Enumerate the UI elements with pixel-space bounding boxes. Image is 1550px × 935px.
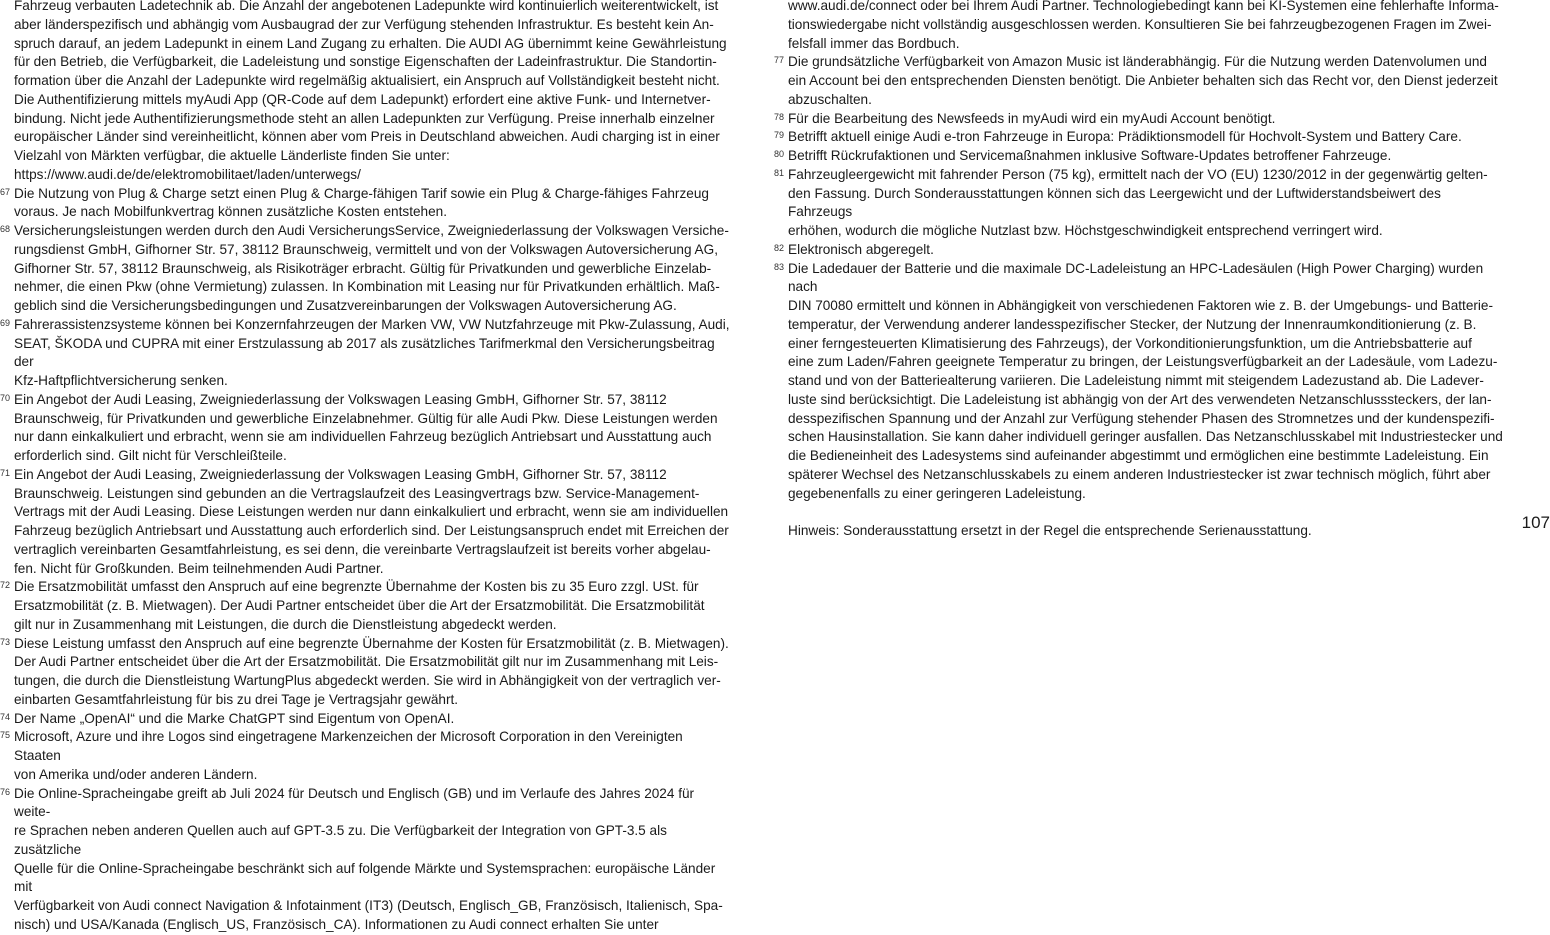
text-line: ein Account bei den entsprechenden Diensten benötigt. Die Anbieter behalten sich das Recht vor, den Dienst jederzeit [788, 73, 1498, 88]
footnote-text [788, 53, 1504, 109]
text-line: Fahrerassistenzsysteme können bei Konzernfahrzeugen der Marken VW, VW Nutzfahrzeuge mit Pkw-Zulassung, Audi, [14, 316, 730, 332]
text-line: eine zum Laden/Fahren geeignete Temperatur zu bringen, der Leistungsverfügbarkeit an der Ladesäule, vom Ladezu- [788, 354, 1498, 370]
footnote [774, 166, 1504, 241]
footnote [774, 147, 1504, 166]
footnote-text [788, 147, 1504, 166]
left-column [0, 0, 732, 935]
footnote-number: 83 [774, 261, 785, 272]
text-line: Die grundsätzliche Verfügbarkeit von Amazon Music ist länderabhängig. Für die Nutzung werden Datenvolumen und [788, 54, 1487, 70]
text-line: DIN 70080 ermittelt und können in Abhängigkeit von verschiedenen Faktoren wie z. B. der Umgebungs- und Batterie- [788, 298, 1494, 313]
footnote-text [14, 785, 732, 935]
footnote [0, 710, 732, 729]
text-line: die Bedieneinheit des Ladesystems sind aufeinander abgestimmt und ermöglichen eine bestimmte Ladeleistung. Ein [788, 448, 1489, 463]
text-line: Die Ladedauer der Batterie und die maximale DC-Ladeleistung an HPC-Ladesäulen (High Power Charging) wurden nach [788, 260, 1484, 295]
text-line: den Fassung. Durch Sonderausstattungen können sich das Leergewicht und der Luftwiderstandsbeiwert des Fahrzeugs [788, 185, 1441, 220]
footnote-list [0, 185, 732, 935]
text-line: stand und von der Batteriealterung variieren. Die Ladeleistung nimmt mit steigendem Ladezustand ab. Die Ladever- [788, 373, 1484, 388]
footnote-text [14, 222, 732, 316]
text-line: www.audi.de/connect oder bei Ihrem Audi Partner. Technologiebedingt kann bei KI-Systemen eine fehlerhafte Informa- [788, 0, 1499, 13]
footnote-text [14, 635, 732, 710]
footnote-text [788, 110, 1504, 129]
footnote [0, 635, 732, 710]
footnote-text [14, 578, 732, 634]
footnote-number: 74 [0, 711, 11, 722]
text-line: felsfall immer das Bordbuch. [788, 35, 960, 51]
footnote [774, 241, 1504, 260]
footnote [0, 785, 732, 935]
text-line: von Amerika und/oder anderen Ländern. [14, 766, 258, 782]
text-line: Braunschweig. Leistungen sind gebunden an die Vertragslaufzeit des Leasingvertrags bzw. Service-Management- [14, 485, 700, 501]
text-line: rungsdienst GmbH, Gifhorner Str. 57, 38112 Braunschweig, vermittelt und von der Volkswagen Autoversicherung AG, [14, 241, 718, 257]
text-line: Kfz-Haftpflichtversicherung senken. [14, 373, 228, 388]
text-line: gegebenenfalls zu einer geringeren Ladeleistung. [788, 485, 1086, 501]
text-line: Die Online-Spracheingabe greift ab Juli 2024 für Deutsch und Englisch (GB) und im Verlaufe des Jahres 2024 für weite- [14, 785, 695, 820]
text-line: späterer Wechsel des Netzanschlusskabels zu einem anderen Industriestecker ist zwar technisch möglich, führt aber [788, 466, 1491, 482]
footnote-number: 73 [0, 636, 11, 647]
footnote-text [788, 241, 1504, 260]
footnote-text [788, 128, 1504, 147]
text-line: europäischer Länder sind vereinheitlicht, können aber vom Preis in Deutschland abweichen. Audi charging ist in einer [14, 129, 720, 145]
text-line: spruch darauf, an jedem Ladepunkt in einem Land Zugang zu erhalten. Die AUDI AG übernimmt keine Gewährleistung [14, 35, 727, 51]
continuation-paragraph [788, 0, 1504, 53]
footnote-number: 79 [774, 130, 785, 141]
text-line: nur dann einkalkuliert und erbracht, wenn sie am individuellen Fahrzeug bezüglich Antriebsart und Ausstattung auch [14, 429, 712, 445]
text-line: desspezifischen Spannung und der Anzahl zur Verfügung stehender Phasen des Stromnetzes und der kundenspezifi- [788, 410, 1495, 426]
footnote-text [788, 166, 1504, 241]
text-line: Die Nutzung von Plug & Charge setzt einen Plug & Charge-fähigen Tarif sowie ein Plug & Charge-fähiges Fahrzeug [14, 185, 709, 201]
text-line: gilt nur in Zusammenhang mit Leistungen, die durch die Dienstleistung abgedeckt werden. [14, 616, 557, 632]
text-line: fen. Nicht für Großkunden. Beim teilnehmenden Audi Partner. [14, 560, 384, 576]
footnote [0, 578, 732, 634]
text-line: einbarten Gesamtfahrleistung für bis zu drei Tage je Vertragsjahr gewährt. [14, 691, 459, 707]
text-line: bindung. Nicht jede Authentifizierungsmethode steht an allen Ladepunkten zur Verfügung. Preise innerhalb einzelner [14, 110, 715, 126]
text-line: Der Audi Partner entscheidet über die Art der Ersatzmobilität. Die Ersatzmobilität gilt nur im Zusammenhang mit Leis- [14, 654, 719, 670]
text-line: für den Betrieb, die Verfügbarkeit, die Ladeleistung und sonstige Eigenschaften der Ladeinfrastruktur. Die Standortin- [14, 54, 717, 70]
footnote-number: 82 [774, 242, 785, 253]
text-line: Quelle für die Online-Spracheingabe beschränkt sich auf folgende Märkte und Systemsprachen: europäische Länder mit [14, 860, 716, 895]
footnote [0, 316, 732, 391]
footnote-text [14, 466, 732, 579]
footnote [0, 185, 732, 223]
text-line: Microsoft, Azure und ihre Logos sind eingetragene Markenzeichen der Microsoft Corporation in den Vereinigten Staaten [14, 729, 683, 763]
text-line: formation über die Anzahl der Ladepunkte wird regelmäßig aktualisiert, ein Anspruch auf Vollständigkeit besteht nicht. [14, 73, 720, 88]
footnote [774, 110, 1504, 129]
text-line: nisch) und USA/Kanada (Englisch_US, Französisch_CA). Informationen zu Audi connect erhalten Sie unter [14, 916, 659, 932]
text-line: Ein Angebot der Audi Leasing, Zweigniederlassung der Volkswagen Leasing GmbH, Gifhorner Str. 57, 38112 [14, 391, 667, 407]
footnote-number: 75 [0, 730, 11, 741]
footnote-number: 78 [774, 111, 785, 122]
text-line: Vertrags mit der Audi Leasing. Diese Leistungen werden nur dann einkalkuliert und erbracht, wenn sie am individuellen [14, 504, 729, 520]
text-line: Vielzahl von Märkten verfügbar, die aktuelle Länderliste finden Sie unter: [14, 148, 450, 163]
footnote-number: 68 [0, 224, 11, 234]
text-line: erhöhen, wodurch die mögliche Nutzlast bzw. Höchstgeschwindigkeit entsprechend verringert wird. [788, 223, 1383, 238]
text-line: abzuschalten. [788, 91, 872, 107]
text-line: Fahrzeug bezüglich Antriebsart und Ausstattung auch erforderlich sind. Der Leistungsanspruch endet mit Erreichen der [14, 523, 729, 538]
text-line: aber länderspezifisch und abhängig vom Ausbaugrad der zur Verfügung stehenden Infrastruktur. Es besteht kein An- [14, 16, 714, 32]
text-line: Elektronisch abgeregelt. [788, 241, 934, 257]
footnote-number: 69 [0, 317, 11, 328]
right-column [774, 0, 1504, 541]
text-line: Versicherungsleistungen werden durch den Audi VersicherungsService, Zweigniederlassung der Volkswagen Versiche- [14, 223, 729, 238]
footnote-number: 81 [774, 167, 785, 178]
footnote [774, 128, 1504, 147]
text-line: Die Authentifizierung mittels myAudi App (QR-Code auf dem Ladepunkt) erfordert eine aktive Funk- und Internetver- [14, 91, 711, 107]
text-line: schen Hausinstallation. Sie kann daher individuell geringer ausfallen. Das Netzanschlusskabel mit Industriestecker und [788, 429, 1503, 445]
footnote-number: 70 [0, 392, 11, 403]
text-line: Ersatzmobilität (z. B. Mietwagen). Der Audi Partner entscheidet über die Art der Ersatzmobilität. Die Ersatzmobilität [14, 598, 705, 613]
text-line: Fahrzeugleergewicht mit fahrender Person (75 kg), ermittelt nach der VO (EU) 1230/2012 in der gegenwärtig gelten- [788, 166, 1488, 182]
text-line: Fahrzeug verbauten Ladetechnik ab. Die Anzahl der angebotenen Ladepunkte wird kontinuierlich weiterentwickelt, ist [14, 0, 719, 13]
footnote-text [14, 185, 732, 223]
footnote [0, 728, 732, 784]
text-line: Für die Bearbeitung des Newsfeeds in myAudi wird ein myAudi Account benötigt. [788, 110, 1276, 126]
footnote-number: 76 [0, 786, 11, 797]
footnote-text [14, 316, 732, 391]
text-line: https://www.audi.de/de/elektromobilitaet/laden/unterwegs/ [14, 166, 361, 182]
text-line: tungen, die durch die Dienstleistung WartungPlus abgedeckt werden. Sie wird in Abhängigkeit von der vertraglich ver- [14, 673, 721, 688]
footnote-text [14, 710, 732, 729]
text-line: Ein Angebot der Audi Leasing, Zweigniederlassung der Volkswagen Leasing GmbH, Gifhorner Str. 57, 38112 [14, 466, 667, 482]
text-line: Betrifft aktuell einige Audi e-tron Fahrzeuge in Europa: Prädiktionsmodell für Hochvolt-System und Battery Care. [788, 129, 1462, 145]
footnote-list [774, 53, 1504, 503]
footnote-text [14, 391, 732, 466]
footnote-text [14, 728, 732, 784]
text-line: tionswiedergabe nicht vollständig ausgeschlossen werden. Konsultieren Sie bei fahrzeugbezogenen Fragen im Zwei- [788, 16, 1492, 32]
footnote [0, 391, 732, 466]
footnote [0, 222, 732, 316]
footnote-number: 77 [774, 55, 785, 66]
text-line: erforderlich sind. Gilt nicht für Verschleißteile. [14, 448, 287, 463]
footnote [774, 260, 1504, 504]
text-line: Der Name „OpenAI“ und die Marke ChatGPT sind Eigentum von OpenAI. [14, 710, 455, 726]
footnote-text [788, 260, 1504, 504]
text-line: SEAT, ŠKODA und CUPRA mit einer Erstzulassung ab 2017 als zusätzliches Tarifmerkmal den Versicherungsbeitrag der [14, 335, 715, 370]
text-line: vertraglich vereinbarten Gesamtfahrleistung, es sei denn, die vereinbarte Vertragslaufzeit ist bereits vorher abgelau- [14, 541, 711, 557]
footnote-number: 67 [0, 186, 11, 197]
continuation-paragraph [14, 0, 732, 185]
text-line: temperatur, der Verwendung anderer landesspezifischer Stecker, der Nutzung der Innenraumkonditionierung (z. B. [788, 316, 1477, 332]
text-line: geblich sind die Versicherungsbedingungen und Zusatzvereinbarungen der Volkswagen Autoversicherung AG. [14, 298, 677, 313]
text-line: einer ferngesteuerten Klimatisierung des Fahrzeugs), der Vorkonditionierungsfunktion, um die Antriebsbatterie auf [788, 335, 1472, 351]
hint-note: Hinweis: Sonderausstattung ersetzt in der Regel die entsprechende Serienausstattung. [788, 523, 1312, 538]
text-line: voraus. Je nach Mobilfunkvertrag können zusätzliche Kosten entstehen. [14, 204, 447, 220]
text-line: Verfügbarkeit von Audi connect Navigation & Infotainment (IT3) (Deutsch, Englisch_GB, Französisch, Italienisch, Spa- [14, 898, 723, 913]
footnote-number: 72 [0, 580, 11, 591]
page-number: 107 [1521, 513, 1550, 532]
text-line: Betrifft Rückrufaktionen und Servicemaßnahmen inklusive Software-Updates betroffener Fahrzeuge. [788, 148, 1392, 163]
text-line: Gifhorner Str. 57, 38112 Braunschweig, als Risikoträger erbracht. Gültig für Privatkunden und gewerbliche Einzelab- [14, 260, 712, 276]
footnote-number: 80 [774, 149, 785, 159]
text-line: Die Ersatzmobilität umfasst den Anspruch auf eine begrenzte Übernahme der Kosten bis zu 35 Euro zzgl. USt. für [14, 579, 699, 595]
text-line: luste sind berücksichtigt. Die Ladeleistung ist abhängig von der Art des verwendeten Netzanschlusssteckers, der lan- [788, 391, 1492, 407]
text-line: Braunschweig, für Privatkunden und gewerbliche Einzelabnehmer. Gültig für alle Audi Pkw. Diese Leistungen werden [14, 410, 718, 426]
footnote [0, 466, 732, 579]
footnote-number: 71 [0, 467, 11, 478]
footnote [774, 53, 1504, 109]
text-line: re Sprachen neben anderen Quellen auch auf GPT-3.5 zu. Die Verfügbarkeit der Integration von GPT-3.5 als zusätzliche [14, 823, 667, 857]
text-line: Diese Leistung umfasst den Anspruch auf eine begrenzte Übernahme der Kosten für Ersatzmobilität (z. B. Mietwagen). [14, 635, 729, 651]
text-line: nehmer, die einen Pkw (ohne Vermietung) zulassen. In Kombination mit Leasing nur für Privatkunden erhältlich. Maß- [14, 279, 720, 295]
